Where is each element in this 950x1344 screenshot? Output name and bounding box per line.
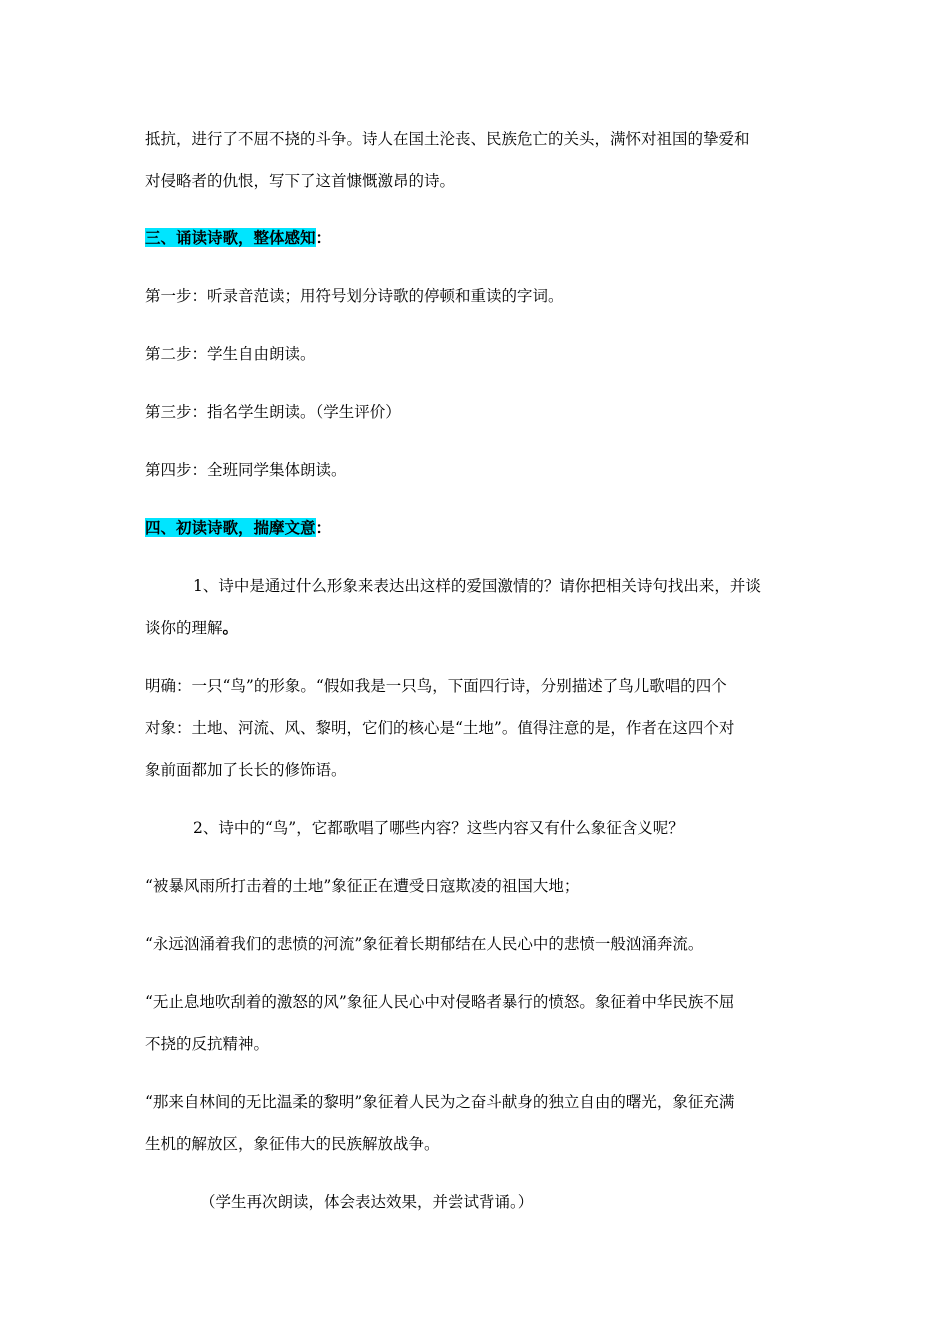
- highlighted-heading-text: 四、初读诗歌，揣摩文意: [145, 518, 316, 537]
- step-1: 第一步：听录音范读；用符号划分诗歌的停顿和重读的字词。: [145, 287, 564, 305]
- question-1-text: 谈你的理解: [145, 619, 223, 637]
- step-4: 第四步：全班同学集体朗读。: [145, 461, 347, 479]
- symbol-line: “无止息地吹刮着的激怒的风”象征人民心中对侵略者暴行的愤怒。象征着中华民族不屈: [145, 993, 735, 1011]
- heading-colon: ：: [315, 228, 332, 247]
- symbol-line: “被暴风雨所打击着的土地”象征正在遭受日寇欺凌的祖国大地；: [145, 877, 580, 895]
- step-3: 第三步：指名学生朗读。（学生评价）: [145, 403, 401, 421]
- paragraph-line: 抵抗，进行了不屈不挠的斗争。诗人在国土沦丧、民族危亡的关头，满怀对祖国的挚爱和: [145, 130, 750, 148]
- answer-1-line: 对象：土地、河流、风、黎明，它们的核心是“土地”。值得注意的是，作者在这四个对: [145, 719, 735, 737]
- question-1-line: 1、诗中是通过什么形象来表达出这样的爱国激情的？请你把相关诗句找出来，并谈: [193, 577, 761, 595]
- symbol-line: 不挠的反抗精神。: [145, 1035, 270, 1053]
- answer-1-line: 明确：一只“鸟”的形象。“假如我是一只鸟，下面四行诗，分别描述了鸟儿歌唱的四个: [145, 677, 727, 695]
- symbol-line: “永远汹涌着我们的悲愤的河流”象征着长期郁结在人民心中的悲愤一般汹涌奔流。: [145, 935, 704, 953]
- step-2: 第二步：学生自由朗读。: [145, 345, 316, 363]
- question-1-line: [145, 618, 810, 638]
- symbol-line: 生机的解放区，象征伟大的民族解放战争。: [145, 1135, 440, 1153]
- section-heading-3: [145, 228, 810, 248]
- section-heading-4: [145, 518, 810, 538]
- paragraph-line: 对侵略者的仇恨，写下了这首慷慨激昂的诗。: [145, 172, 456, 190]
- question-1-period: 。: [222, 618, 239, 637]
- question-2: 2、诗中的“鸟”，它都歌唱了哪些内容？这些内容又有什么象征含义呢？: [193, 819, 684, 837]
- closing-note: （学生再次朗读，体会表达效果，并尝试背诵。）: [200, 1193, 534, 1211]
- heading-colon: ：: [315, 518, 332, 537]
- answer-1-line: 象前面都加了长长的修饰语。: [145, 761, 347, 779]
- symbol-line: “那来自林间的无比温柔的黎明”象征着人民为之奋斗献身的独立自由的曙光，象征充满: [145, 1093, 735, 1111]
- highlighted-heading-text: 三、诵读诗歌，整体感知: [145, 228, 316, 247]
